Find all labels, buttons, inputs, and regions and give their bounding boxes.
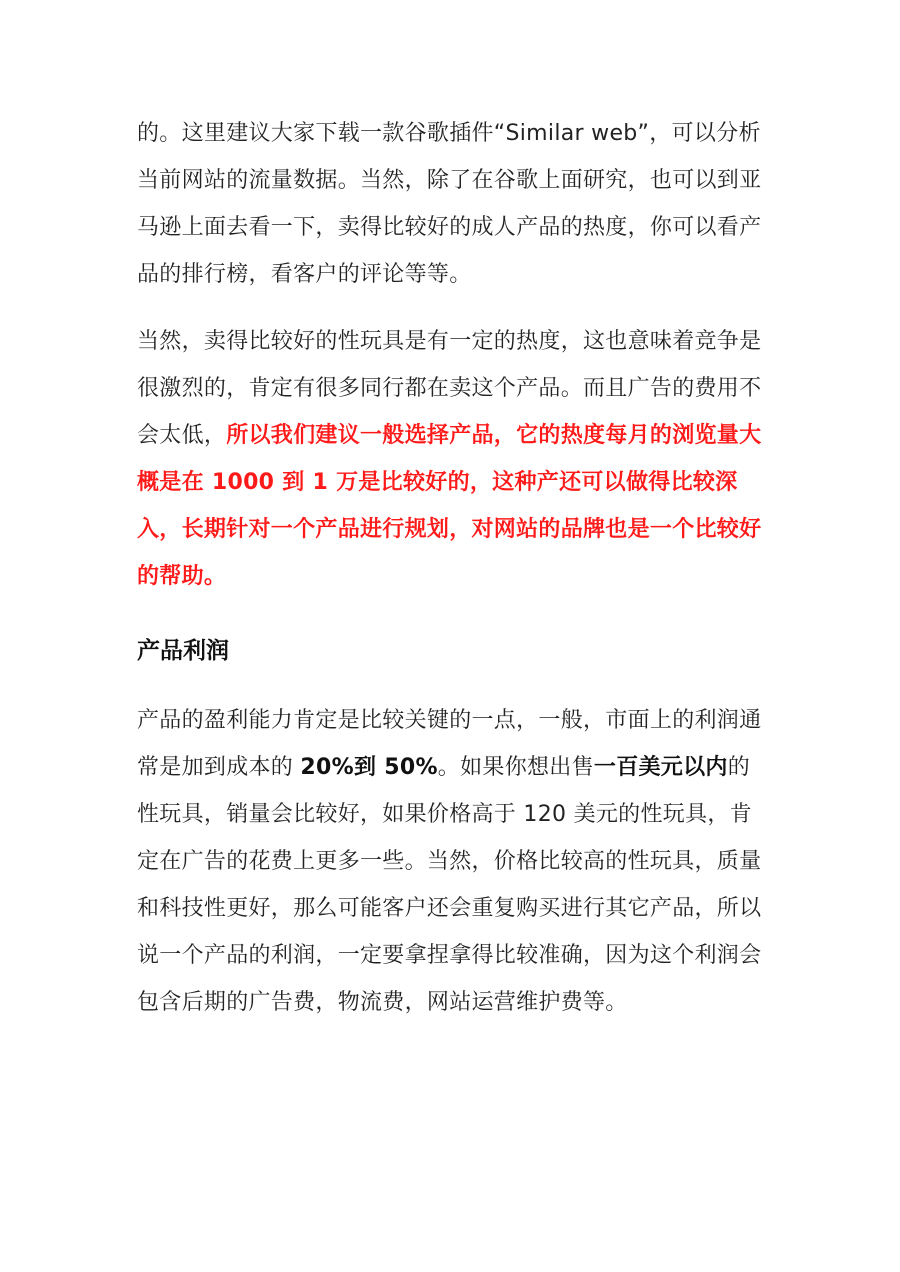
document-page [137, 110, 763, 1026]
profit-text-a: 产品的盈利能力肯定是比较关键的一点，一般，市面上的利润通常是加到成本的 [137, 708, 762, 780]
paragraph-traffic-research: 的。这里建议大家下载一款谷歌插件“Similar web”，可以分析当前网站的流量数据。当然，除了在谷歌上面研究，也可以到亚马逊上面去看一下，卖得比较好的成人产品的热度，你可以看产品的排行榜，看客户的评论等等。 [137, 121, 762, 287]
profit-text-c: 的性玩具，销量会比较好，如果价格高于 120 美元的性玩具，肯定在广告的花费上更多一些。当然，价格比较高的性玩具，质量和科技性更好，那么可能客户还会重复购买进行其它产品，所以说一个产品的利润，一定要拿捏拿得比较准确，因为这个利润会包含后期的广告费，物流费，网站运营维护费等。 [137, 755, 762, 1015]
profit-margin-range: 20%到 50% [300, 755, 438, 780]
price-threshold: 一百美元以内 [593, 755, 728, 780]
paragraph-competition [137, 318, 763, 600]
section-heading-profit: 产品利润 [137, 638, 229, 664]
competition-text: 当然，卖得比较好的性玩具是有一定的热度，这也意味着竞争是很激烈的，肯定有很多同行都在卖这个产品。而且广告的费用不会太低， [137, 329, 762, 448]
highlighted-recommendation: 所以我们建议一般选择产品，它的热度每月的浏览量大概是在 1000 到 1 万是比较好的，这种产还可以做得比较深入，长期针对一个产品进行规划，对网站的品牌也是一个比较好的帮助。 [137, 423, 762, 589]
profit-text-b: 。如果你想出售 [437, 755, 594, 780]
paragraph-profit [137, 697, 763, 1026]
